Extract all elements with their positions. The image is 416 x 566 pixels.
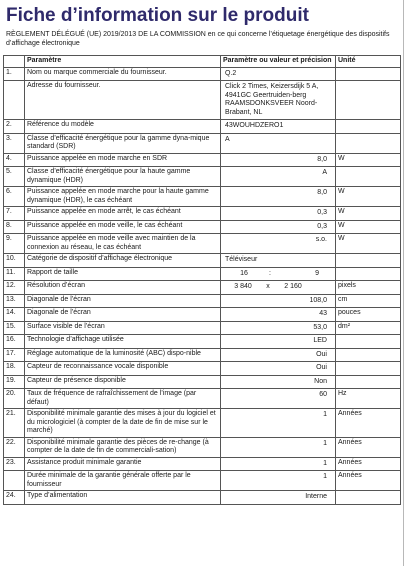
row-unit xyxy=(336,335,401,349)
row-number: 1. xyxy=(4,67,25,81)
value-text: 60 xyxy=(319,391,327,398)
row-number: 21. xyxy=(4,409,25,438)
row-value xyxy=(221,234,336,254)
table-row xyxy=(4,409,401,438)
table-header-row xyxy=(4,56,401,68)
value-text: 8,0 xyxy=(317,189,327,196)
row-unit xyxy=(336,375,401,389)
value-text: 1 xyxy=(323,411,327,418)
row-number xyxy=(4,81,25,120)
table-row xyxy=(4,207,401,221)
row-unit: cm xyxy=(336,294,401,308)
row-parameter: Nom ou marque commerciale du fournisseur. xyxy=(25,67,221,81)
row-parameter: Assistance produit minimale garantie xyxy=(25,457,221,471)
value-text: 43 xyxy=(319,310,327,317)
row-number: 7. xyxy=(4,207,25,221)
row-value xyxy=(221,348,336,362)
row-unit xyxy=(336,362,401,376)
row-number: 20. xyxy=(4,389,25,409)
row-value xyxy=(221,335,336,349)
page-title: Fiche d’information sur le produit xyxy=(6,5,309,26)
row-unit: W xyxy=(336,207,401,221)
table-row xyxy=(4,335,401,349)
row-unit xyxy=(336,67,401,81)
value-text: LED xyxy=(313,337,327,344)
row-unit: Années xyxy=(336,437,401,457)
table-row xyxy=(4,294,401,308)
row-number: 23. xyxy=(4,457,25,471)
value-pair xyxy=(223,282,333,293)
value-text: Téléviseur xyxy=(225,256,258,263)
value-b: 2 160 xyxy=(284,283,302,290)
row-unit xyxy=(336,167,401,187)
row-parameter: Puissance appelée en mode marche pour la haute gamme dynamique (HDR), le cas échéant xyxy=(25,187,221,207)
table-row xyxy=(4,308,401,322)
value-text: Non xyxy=(314,377,327,385)
row-number: 13. xyxy=(4,294,25,308)
table-row xyxy=(4,457,401,471)
table-row xyxy=(4,153,401,167)
row-parameter: Résolution d’écran xyxy=(25,281,221,295)
row-parameter: Capteur de présence disponible xyxy=(25,375,221,389)
value-text: 0,3 xyxy=(317,222,327,230)
value-text: 53,0 xyxy=(313,323,327,331)
table-row xyxy=(4,67,401,81)
value-text: 1 xyxy=(323,439,327,447)
row-unit: W xyxy=(336,187,401,207)
row-number: 5. xyxy=(4,167,25,187)
row-number: 10. xyxy=(4,254,25,268)
row-number: 8. xyxy=(4,220,25,234)
row-value xyxy=(221,81,336,120)
regulation-intro: RÈGLEMENT DÉLÉGUÉ (UE) 2019/2013 DE LA COMMISSION en ce qui concerne l’étiquetage énergétique des dispositifs d’affichage électronique xyxy=(6,31,390,47)
row-unit: W xyxy=(336,234,401,254)
value-text: 108,0 xyxy=(309,296,327,304)
row-number: 22. xyxy=(4,437,25,457)
table-row xyxy=(4,220,401,234)
header-num xyxy=(4,56,25,68)
value-text: A xyxy=(322,169,327,176)
row-parameter: Disponibilité minimale garantie des mises à jour du logiciel et du micrologiciel (à compter de la date de fin de mise sur le marché) xyxy=(25,409,221,438)
row-parameter: Durée minimale de la garantie générale offerte par le fournisseur xyxy=(25,471,221,491)
value-text: 1 xyxy=(323,459,327,467)
row-number: 15. xyxy=(4,321,25,335)
row-parameter: Puissance appelée en mode arrêt, le cas échéant xyxy=(25,207,221,221)
row-number: 14. xyxy=(4,308,25,322)
table-body xyxy=(4,67,401,504)
table-row xyxy=(4,81,401,120)
row-parameter: Surface visible de l’écran xyxy=(25,321,221,335)
row-value xyxy=(221,362,336,376)
row-number: 24. xyxy=(4,491,25,505)
row-value xyxy=(221,133,336,153)
row-parameter: Diagonale de l’écran xyxy=(25,294,221,308)
row-value xyxy=(221,67,336,81)
table-row xyxy=(4,471,401,491)
row-number: 12. xyxy=(4,281,25,295)
value-a: 3 840 xyxy=(234,283,252,290)
row-unit: W xyxy=(336,153,401,167)
header-value: Paramètre ou valeur et précision xyxy=(221,56,336,68)
header-param: Paramètre xyxy=(25,56,221,68)
table-row xyxy=(4,362,401,376)
row-value xyxy=(221,437,336,457)
row-value xyxy=(221,281,336,295)
row-value xyxy=(221,120,336,134)
table-row xyxy=(4,234,401,254)
row-parameter: Capteur de reconnaissance vocale disponible xyxy=(25,362,221,376)
value-text: Oui xyxy=(316,364,327,371)
row-value xyxy=(221,308,336,322)
value-text: 0,3 xyxy=(317,209,327,216)
row-number: 11. xyxy=(4,267,25,281)
row-unit: Années xyxy=(336,471,401,491)
row-number: 9. xyxy=(4,234,25,254)
row-parameter: Technologie d’affichage utilisée xyxy=(25,335,221,349)
row-value xyxy=(221,471,336,491)
row-parameter: Classe d’efficacité énergétique pour la gamme dyna-mique standard (SDR) xyxy=(25,133,221,153)
value-sep: : xyxy=(269,269,271,277)
row-unit xyxy=(336,133,401,153)
value-text: 1 xyxy=(323,473,327,480)
row-parameter: Disponibilité minimale garantie des pièces de re-change (à compter de la date de fin de commerciali-sation) xyxy=(25,437,221,457)
row-unit xyxy=(336,267,401,281)
row-parameter: Puissance appelée en mode veille avec maintien de la connexion au réseau, le cas échéant xyxy=(25,234,221,254)
row-unit xyxy=(336,491,401,505)
value-text: Click 2 Times, Keizersdijk 5 A, 4941GC Geertruiden-berg RAAMSDONKSVEER Noord-Brabant, NL xyxy=(225,83,319,116)
table-row xyxy=(4,491,401,505)
row-number: 16. xyxy=(4,335,25,349)
row-value xyxy=(221,267,336,281)
table-row xyxy=(4,437,401,457)
table-row xyxy=(4,120,401,134)
table-row xyxy=(4,321,401,335)
row-value xyxy=(221,491,336,505)
value-text: 43WOUHDZERO1 xyxy=(225,122,284,129)
row-unit: dm² xyxy=(336,321,401,335)
row-parameter: Adresse du fournisseur. xyxy=(25,81,221,120)
value-text: A xyxy=(225,135,230,143)
table-row xyxy=(4,187,401,207)
row-value xyxy=(221,321,336,335)
row-value xyxy=(221,153,336,167)
value-sep: x xyxy=(266,283,270,290)
row-parameter: Référence du modèle xyxy=(25,120,221,134)
table-row xyxy=(4,375,401,389)
row-value xyxy=(221,167,336,187)
row-value xyxy=(221,254,336,268)
row-value xyxy=(221,294,336,308)
page-right-rule xyxy=(403,0,404,566)
row-unit: Années xyxy=(336,409,401,438)
row-parameter: Catégorie de dispositif d’affichage électronique xyxy=(25,254,221,268)
table-row xyxy=(4,348,401,362)
row-unit xyxy=(336,254,401,268)
row-value xyxy=(221,207,336,221)
row-value xyxy=(221,409,336,438)
row-value xyxy=(221,375,336,389)
header-unit: Unité xyxy=(336,56,401,68)
row-parameter: Taux de fréquence de rafraîchissement de l’image (par défaut) xyxy=(25,389,221,409)
table-row xyxy=(4,389,401,409)
row-value xyxy=(221,220,336,234)
row-number: 2. xyxy=(4,120,25,134)
row-value xyxy=(221,389,336,409)
row-number: 3. xyxy=(4,133,25,153)
row-unit: pixels xyxy=(336,281,401,295)
row-number: 19. xyxy=(4,375,25,389)
row-number: 18. xyxy=(4,362,25,376)
value-text: Interne xyxy=(305,493,327,500)
value-text: s.o. xyxy=(315,236,327,243)
row-unit: Années xyxy=(336,457,401,471)
row-unit: pouces xyxy=(336,308,401,322)
row-parameter: Diagonale de l’écran xyxy=(25,308,221,322)
row-number: 4. xyxy=(4,153,25,167)
row-number: 6. xyxy=(4,187,25,207)
row-number xyxy=(4,471,25,491)
value-a: 16 xyxy=(240,269,248,277)
value-b: 9 xyxy=(315,269,319,277)
table-row xyxy=(4,254,401,268)
table-row xyxy=(4,167,401,187)
row-unit xyxy=(336,120,401,134)
row-parameter: Réglage automatique de la luminosité (ABC) dispo-nible xyxy=(25,348,221,362)
row-unit xyxy=(336,348,401,362)
value-text: Q.2 xyxy=(225,69,237,77)
row-number: 17. xyxy=(4,348,25,362)
table-row xyxy=(4,281,401,295)
row-parameter: Type d’alimentation xyxy=(25,491,221,505)
table-row xyxy=(4,133,401,153)
row-parameter: Classe d’efficacité énergétique pour la haute gamme dynamique (HDR) xyxy=(25,167,221,187)
row-parameter: Puissance appelée en mode veille, le cas échéant xyxy=(25,220,221,234)
row-value xyxy=(221,187,336,207)
table-row xyxy=(4,267,401,281)
row-value xyxy=(221,457,336,471)
value-text: Oui xyxy=(316,350,327,358)
row-parameter: Rapport de taille xyxy=(25,267,221,281)
row-unit: Hz xyxy=(336,389,401,409)
row-unit xyxy=(336,81,401,120)
value-text: 8,0 xyxy=(317,155,327,163)
value-pair xyxy=(223,269,333,280)
row-parameter: Puissance appelée en mode marche en SDR xyxy=(25,153,221,167)
row-unit: W xyxy=(336,220,401,234)
product-info-table xyxy=(3,55,401,505)
